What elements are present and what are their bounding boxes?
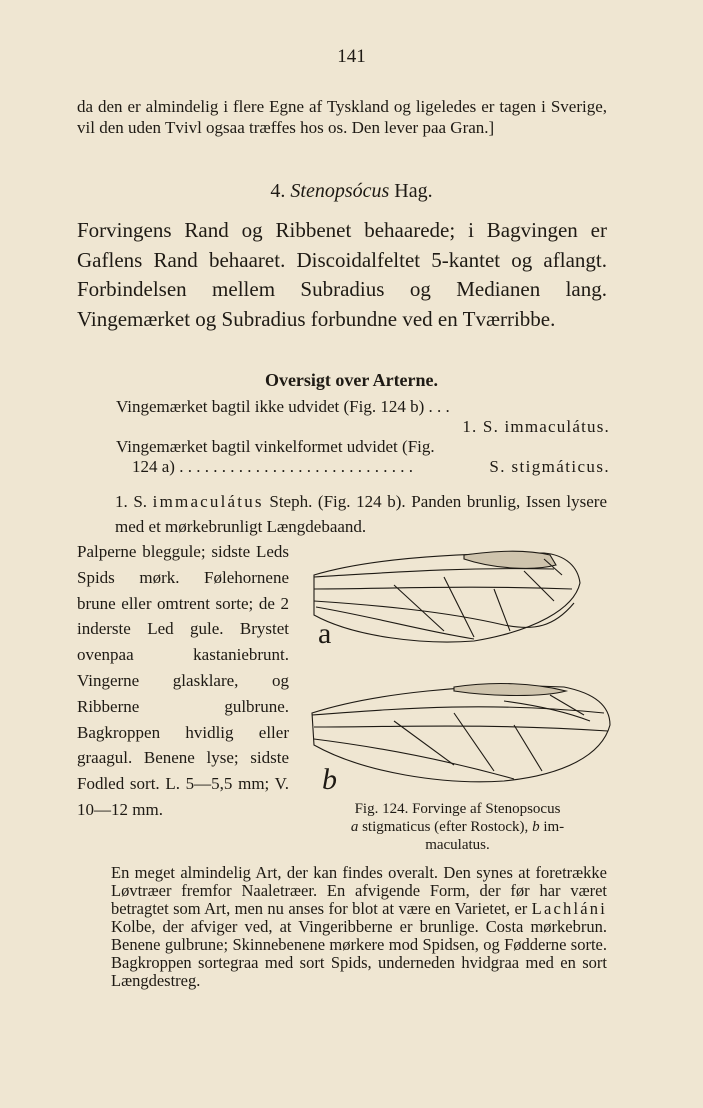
species-text: Steph. (Fig. 124 b). Panden brunlig, Issen lysere med et mørkebrunligt Længdebaand.: [115, 492, 607, 536]
fig-label-a: a: [318, 617, 332, 650]
genus-heading: [0, 180, 703, 203]
closing-text-1: En meget almindelig Art, der kan findes overalt. Den synes at foretrække Løvtræer fremfor Naaletræer. En afvigende Form, der før har været betragtet som Art, men nu anses for blot at være en Varietet, er: [111, 863, 607, 918]
key-line-2: Vingemærket bagtil vinkelformet udvidet (Fig.: [116, 437, 435, 456]
page-number: 141: [337, 46, 366, 67]
caption-line-4: maculatus.: [425, 837, 490, 853]
genus-description-text: Forvingens Rand og Ribbenet behaarede; i Bagvingen er Gaflens Rand behaaret. Discoidalfeltet 5-kantet og aflangt. Forbindelsen mellem Subradius og Medianen lang. Vingemærket og Subradius forbundne ved en Tværribbe.: [77, 218, 607, 331]
genus-name: Stenopsócus: [290, 180, 390, 202]
species-description-text: Palperne bleggule; sidste Leds Spids mørk. Følehornene brune eller omtrent sorte; de 2 inderste Led gule. Brystet ovenpaa kastaniebrunt. Vingerne glasklare, og Ribberne gulbrune. Bagkroppen hvidlig eller graagul. Benene lyse; sidste Fodled sort. L. 5—5,5 mm; V. 10—12 mm.: [77, 542, 289, 819]
fig-label-b: b: [322, 763, 337, 796]
figure-caption: [300, 800, 615, 854]
genus-number: 4.: [270, 180, 286, 202]
key-line-3: 124 a) . . . . . . . . . . . . . . . . . . . . . . . . . . . .: [132, 457, 413, 476]
genus-author: Hag.: [394, 180, 433, 202]
species-number: 1. S.: [115, 492, 148, 511]
species-entry: [77, 489, 607, 539]
caption-line-3: im-: [543, 819, 565, 835]
wing-b: [312, 684, 610, 782]
species-description-column: [77, 539, 289, 823]
closing-text: [77, 864, 607, 990]
species-first-para: [77, 489, 607, 539]
genus-description: [77, 216, 607, 334]
caption-b: b: [532, 819, 540, 835]
key-line-1: Vingemærket bagtil ikke udvidet (Fig. 124 b) . . .: [116, 397, 450, 416]
variety-name: Lachláni: [531, 899, 607, 918]
key-line-3-row: [116, 457, 610, 477]
closing-text-2: Kolbe, der afviger ved, at Vingeribberne er brunlige. Costa mørkebrun. Benene gulbrune; Skinnebenene mørkere mod Spidsen, og Fødderne sorte. Bagkroppen sortegraa med sort Spids, underneden hvidgraa med en sort Længdestreg.: [111, 917, 607, 990]
species-name: immaculátus: [152, 492, 264, 511]
wing-a: [314, 551, 580, 642]
key-result-1: 1. S. immaculátus.: [462, 417, 610, 436]
intro-text: da den er almindelig i flere Egne af Tyskland og ligeledes er tagen i Sverige, vil den uden Tvivl ogsaa træffes hos os. Den lever paa Gran.]: [77, 97, 607, 137]
caption-a: a: [350, 819, 359, 835]
wing-figure: [304, 545, 624, 800]
intro-paragraph: [77, 96, 607, 138]
species-key: [116, 397, 610, 477]
key-title: Oversigt over Arterne.: [264, 370, 439, 390]
closing-paragraph: [77, 864, 607, 990]
caption-line-2: stigmaticus (efter Rostock),: [362, 819, 529, 835]
caption-line-1: Fig. 124. Forvinge af Stenopsocus: [354, 801, 561, 817]
key-result-2: S. stigmáticus.: [489, 457, 610, 476]
caption-line-2-row: [300, 818, 615, 836]
